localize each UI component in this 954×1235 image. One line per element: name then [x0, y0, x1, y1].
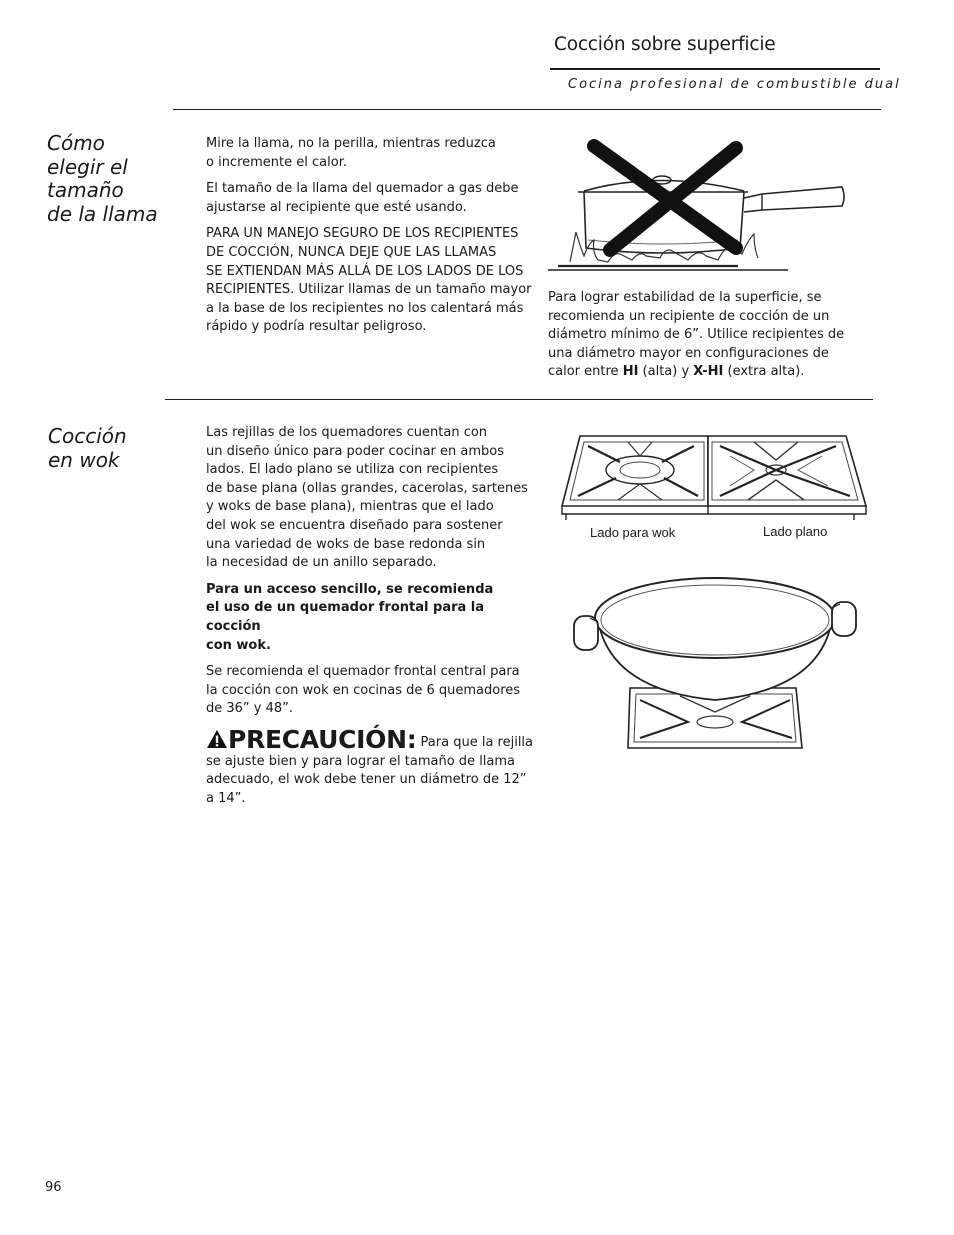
page-number: 96 — [45, 1180, 62, 1195]
flat-side-label: Lado plano — [763, 524, 828, 539]
flame-section-heading: Cómo elegir el tamaño de la llama — [47, 131, 158, 226]
wok-side-label: Lado para wok — [590, 525, 676, 540]
flame-paragraph-3: PARA UN MANEJO SEGURO DE LOS RECIPIENTES DE COCCIÓN, NUNCA DEJE QUE LAS LLAMAS SE EXTIENDAN MÁS ALLÁ DE LOS LADOS DE LOS RECIPIENTES. Utilizar llamas de un tamaño mayor a la base de los recipientes no los calentará más rápido y podría resultar peligroso. — [206, 226, 532, 335]
wok-section-body — [206, 424, 536, 816]
flame-paragraph-2: El tamaño de la llama del quemador a gas debe ajustarse al recipiente que esté usando. — [206, 181, 519, 215]
wok-bold-recommendation: Para un acceso sencillo, se recomienda el uso de un quemador frontal para la cocción con wok. — [206, 581, 494, 653]
caution-heading: PRECAUCIÓN: — [228, 724, 417, 754]
header-rule — [550, 68, 880, 70]
wok-section-heading: Cocción en wok — [48, 424, 127, 472]
pot-flame-illustration — [548, 136, 848, 276]
wok-paragraph-1: Las rejillas de los quemadores cuentan con un diseño único para poder cocinar en ambos lados. El lado plano se utiliza con recipientes de base plana (ollas grandes, cacerolas, sartenes y woks de base plana), mientras que el lado del wok se encuentra diseñado para sostener una variedad de woks de base redonda sin la necesidad de un anillo separado. — [206, 425, 528, 571]
wok-paragraph-3: Se recomienda el quemador frontal central para la cocción con wok en cocinas de 6 quemadores de 36” y 48”. — [206, 664, 521, 717]
flame-paragraph-1: Mire la llama, no la perilla, mientras reduzca o incremente el calor. — [206, 136, 496, 170]
page-subtitle: Cocina profesional de combustible dual — [568, 77, 901, 92]
wok-on-grate-illustration — [570, 572, 860, 752]
section-divider — [165, 399, 873, 400]
flame-section-body — [206, 135, 536, 345]
page-title: Cocción sobre superficie — [554, 34, 776, 55]
grate-illustration — [558, 434, 870, 522]
flame-caption: Para lograr estabilidad de la superficie, se recomienda un recipiente de cocción de un diámetro mínimo de 6”. Utilice recipientes de una diámetro mayor en configuraciones de calor entre HI (alta) y X-HI (extra alta). — [548, 290, 845, 380]
caution-block: PRECAUCIÓN: Para que la rejilla se ajuste bien y para lograr el tamaño de llama adecuado, el wok debe tener un diámetro de 12” a 14”. — [206, 724, 534, 806]
header-divider — [173, 109, 881, 110]
warning-triangle-icon — [206, 729, 228, 749]
